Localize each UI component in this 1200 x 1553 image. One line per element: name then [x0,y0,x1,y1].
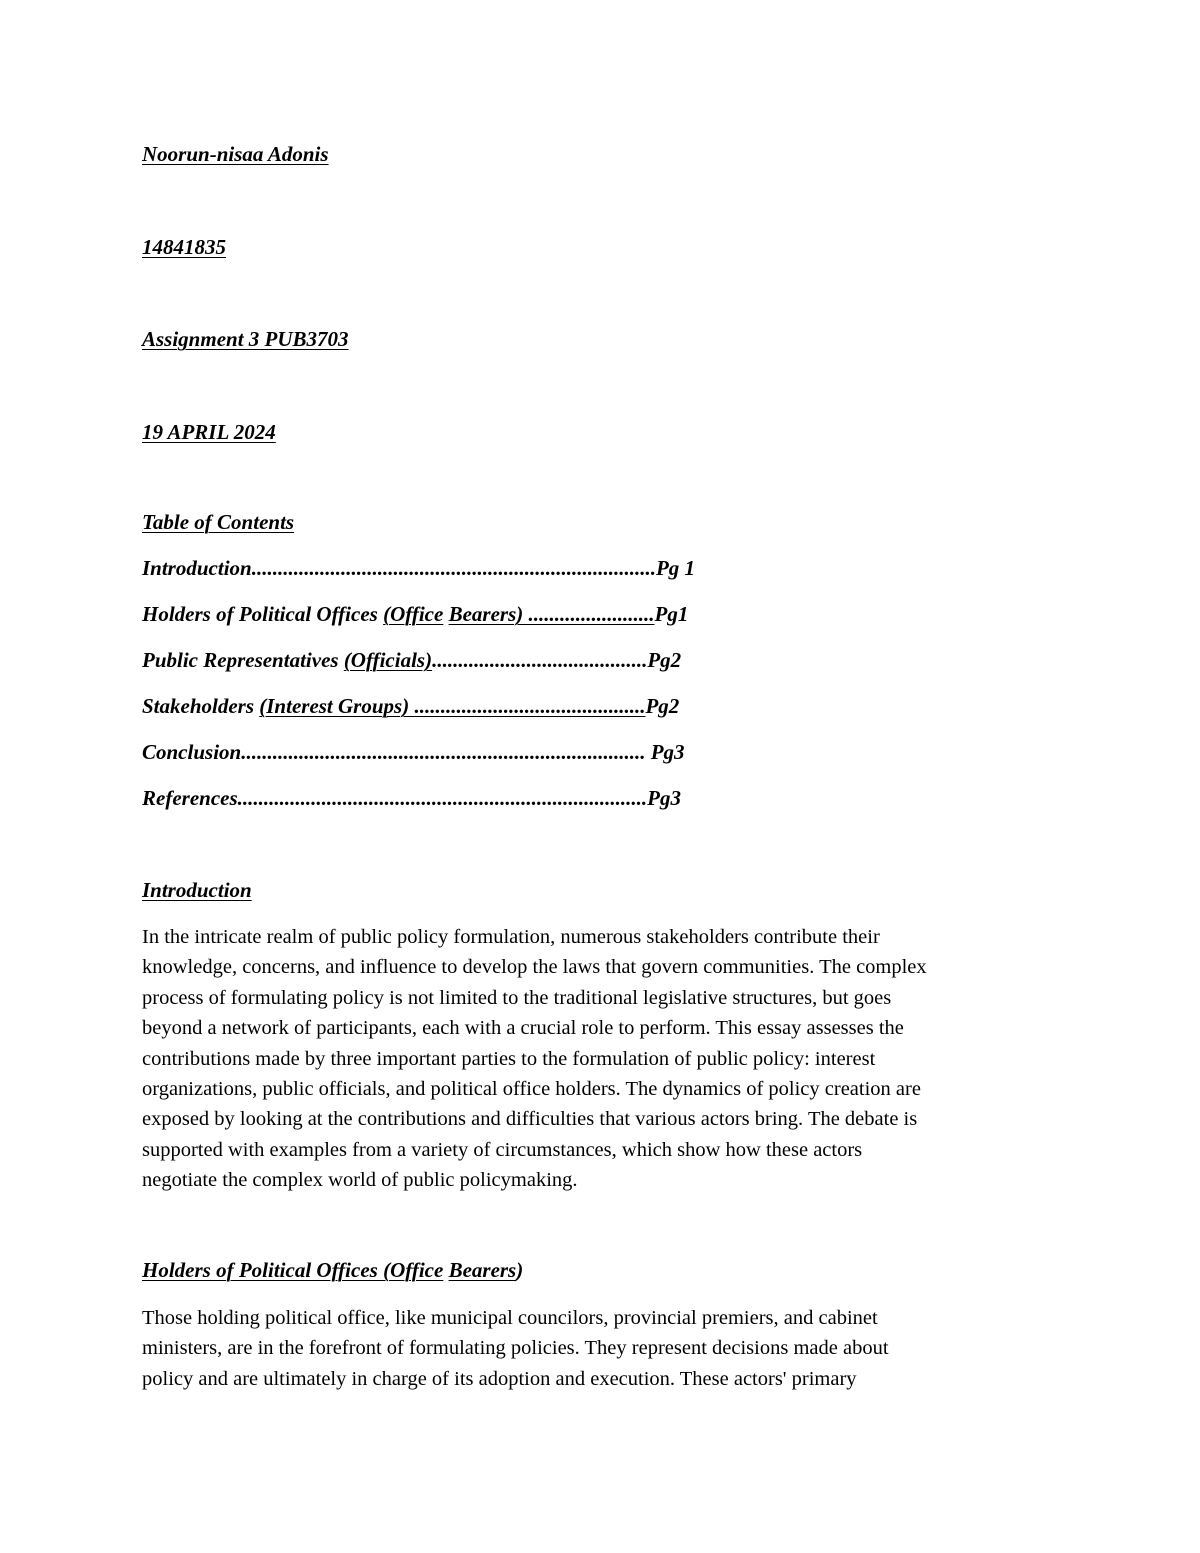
toc-entry-label-underlined: (Interest Groups) [259,694,415,718]
holders-heading-part1: Holders of Political Offices (Office [142,1258,444,1282]
toc-entry-dots: ......................................... [432,648,648,672]
student-number: 14841835 [142,235,226,259]
toc-entry-label: Stakeholders [142,694,260,718]
paragraph-line: ministers, are in the forefront of formulating policies. They represent decisions made about [142,1337,889,1360]
paragraph-line: organizations, public officials, and political office holders. The dynamics of policy creation are [142,1078,921,1101]
paragraph-line: supported with examples from a variety of circumstances, which show how these actors [142,1138,863,1161]
toc-entry-page: Pg3 [647,786,681,810]
toc-entry-dots: ............................................ [414,694,646,718]
toc-title: Table of Contents [142,510,295,534]
toc-entry-references [142,786,681,811]
paragraph-line: knowledge, concerns, and influence to develop the laws that govern communities. The complex [142,956,927,979]
toc-entry-page: Pg3 [650,740,685,764]
paragraph-line: process of formulating policy is not limited to the traditional legislative structures, but goes [142,986,892,1009]
toc-entry-label-underlined: (Officials) [343,648,433,672]
toc-entry-page: Pg 1 [655,556,696,580]
toc-entry-dots: ............................................................................. [241,740,651,764]
paragraph-line: negotiate the complex world of public policymaking. [142,1169,578,1192]
submission-date: 19 APRIL 2024 [142,420,276,444]
holders-heading-part2: Bearers [448,1258,517,1282]
toc-entry-label: Holders of Political Offices [142,602,384,626]
toc-entry-dots: .............................................................................. [237,786,648,810]
toc-entry-public-representatives [142,648,681,673]
toc-entry-label-underlined: Bearers) [448,602,529,626]
paragraph-line: policy and are ultimately in charge of its adoption and execution. These actors' primary [142,1367,857,1390]
toc-entry-page: Pg2 [645,694,680,718]
toc-entry-holders [142,602,688,627]
assignment-title: Assignment 3 PUB3703 [142,327,349,351]
holders-paragraph [142,1303,1047,1394]
holders-heading [142,1258,523,1283]
toc-entry-stakeholders [142,694,679,719]
toc-entry-label: References [142,786,238,810]
paragraph-line: exposed by looking at the contributions and difficulties that various actors bring. The debate is [142,1108,918,1131]
author-name: Noorun-nisaa Adonis [142,142,329,166]
toc-entry-dots: ............................................................................. [251,556,656,580]
toc-entry-dots: ........................ [528,602,655,626]
paragraph-line: beyond a network of participants, each with a crucial role to perform. This essay assesses the [142,1017,904,1040]
holders-heading-close: ) [516,1258,524,1282]
introduction-paragraph [142,922,1047,1196]
paragraph-line: In the intricate realm of public policy formulation, numerous stakeholders contribute their [142,926,880,948]
toc-entry-introduction [142,556,695,581]
paragraph-line: Those holding political office, like municipal councilors, provincial premiers, and cabinet [142,1307,878,1329]
toc-entry-page: Pg2 [647,648,682,672]
toc-entry-page: Pg1 [654,602,689,626]
toc-entry-label: Conclusion [142,740,242,764]
toc-entry-label: Public Representatives [142,648,344,672]
toc-entry-conclusion [142,740,685,765]
toc-entry-label: Introduction [142,556,252,580]
toc-entry-label-underlined: (Office [383,602,444,626]
paragraph-line: contributions made by three important parties to the formulation of public policy: interest [142,1047,876,1070]
introduction-heading: Introduction [142,878,252,902]
